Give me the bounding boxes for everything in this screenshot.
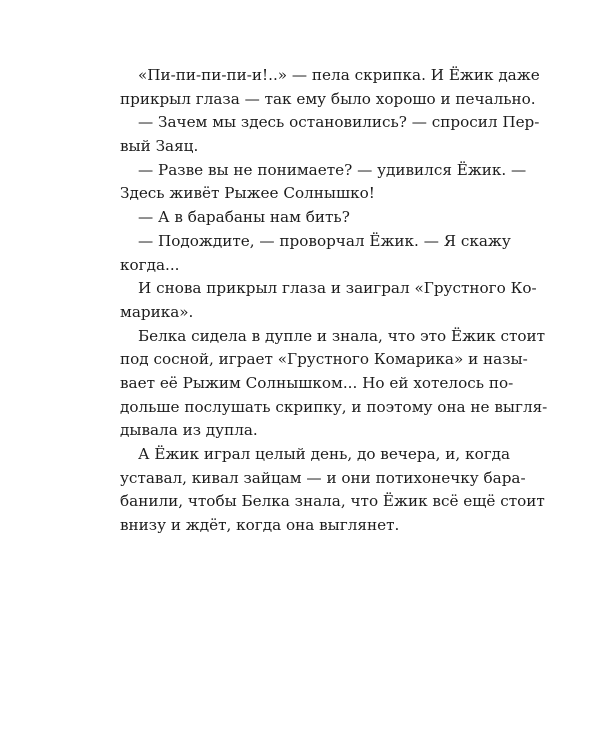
text-line: когда... xyxy=(120,255,180,274)
text-line: внизу и ждёт, когда она выглянет. xyxy=(120,516,400,535)
text-line: — Подождите, — проворчал Ёжик. — Я скажу xyxy=(138,231,511,250)
text-line: — А в барабаны нам бить? xyxy=(138,208,350,227)
text-line: дывала из дупла. xyxy=(120,421,258,440)
text-line: дольше послушать скрипку, и поэтому она не выгля- xyxy=(120,397,548,416)
text-line: под сосной, играет «Грустного Комарика» и назы- xyxy=(120,350,528,369)
paragraph xyxy=(120,443,545,538)
text-line: прикрыл глаза — так ему было хорошо и печально. xyxy=(120,89,536,108)
text-line: «Пи-пи-пи-пи-и!..» — пела скрипка. И Ёжик даже xyxy=(138,66,540,84)
text-line: банили, чтобы Белка знала, что Ёжик всё ещё стоит xyxy=(120,492,545,511)
text-line: Белка сидела в дупле и знала, что это Ёжик стоит xyxy=(138,326,546,345)
paragraph xyxy=(120,230,511,277)
paragraph xyxy=(120,159,527,206)
text-line: марика». xyxy=(120,302,194,321)
text-line: А Ёжик играл целый день, до вечера, и, когда xyxy=(138,445,511,463)
paragraph xyxy=(120,64,540,111)
paragraph xyxy=(120,277,537,324)
text-line: — Зачем мы здесь остановились? — спросил Пер- xyxy=(138,113,540,132)
paragraph xyxy=(120,111,540,158)
text-line: И снова прикрыл глаза и заиграл «Грустного Ко- xyxy=(138,279,537,298)
text-line: вает её Рыжим Солнышком... Но ей хотелось по- xyxy=(120,373,514,392)
text-line: вый Заяц. xyxy=(120,137,199,156)
text-line: — Разве вы не понимаете? — удивился Ёжик. — xyxy=(138,160,527,179)
paragraph xyxy=(120,206,487,230)
text-line: уставал, кивал зайцам — и они потихонечку бара- xyxy=(120,468,526,487)
body-text xyxy=(120,64,548,538)
text-line: Здесь живёт Рыжее Солнышко! xyxy=(120,184,375,203)
paragraph xyxy=(120,325,548,443)
